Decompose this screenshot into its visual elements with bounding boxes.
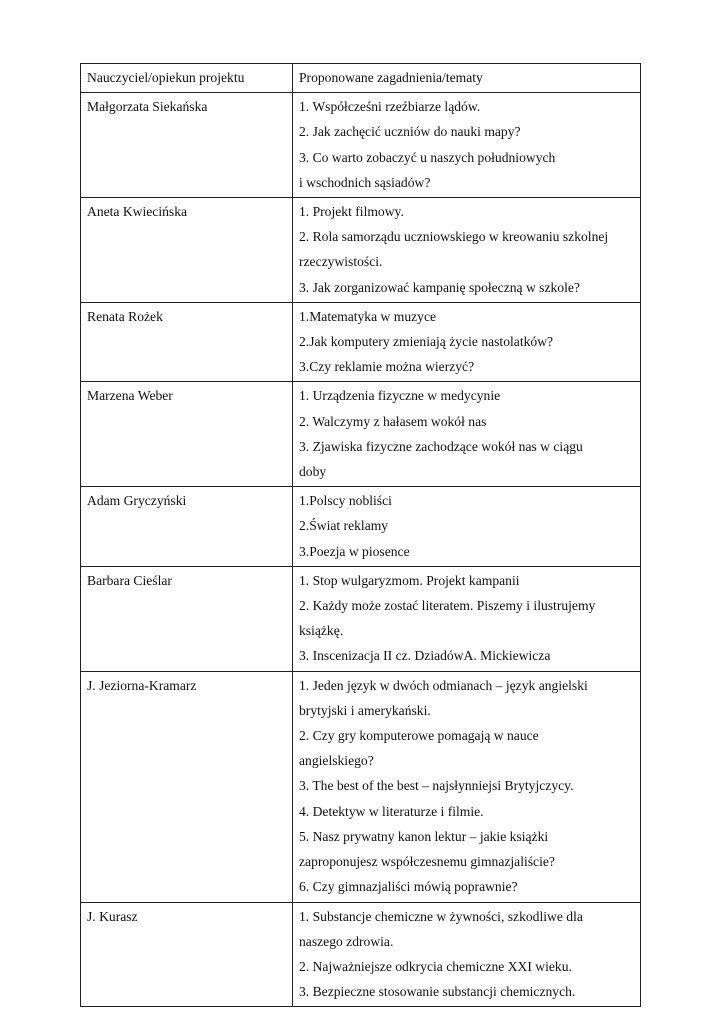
table-row (81, 302, 641, 382)
topics-cell (293, 566, 641, 671)
topic-line: naszego zdrowia. (299, 933, 394, 949)
topic-line: 2. Najważniejsze odkrycia chemiczne XXI wieku. (299, 958, 572, 974)
table-row (81, 671, 641, 902)
topics-cell (293, 93, 641, 198)
topic-line: 1. Substancje chemiczne w żywności, szkodliwe dla (299, 908, 583, 924)
table-header-row (81, 64, 641, 93)
topic-line: 5. Nasz prywatny kanon lektur – jakie książki (299, 828, 549, 844)
topics-cell (293, 198, 641, 303)
topic-line: 1. Współcześni rzeźbiarze lądów. (299, 99, 481, 115)
topic-line: 1. Jeden język w dwóch odmianach – język angielski (299, 677, 588, 693)
teacher-name: Barbara Cieślar (81, 566, 293, 671)
topic-line: 3. Bezpieczne stosowanie substancji chemicznych. (299, 984, 576, 1000)
topic-line: i wschodnich sąsiadów? (299, 174, 431, 190)
table-row (81, 566, 641, 671)
teacher-name: J. Jeziorna-Kramarz (81, 671, 293, 902)
topic-line: 6. Czy gimnazjaliści mówią poprawnie? (299, 879, 518, 895)
topic-line: 1. Projekt filmowy. (299, 204, 404, 220)
topic-line: 1.Matematyka w muzyce (299, 308, 437, 324)
table-row (81, 93, 641, 198)
topic-line: 3. Zjawiska fizyczne zachodzące wokół nas w ciągu (299, 438, 583, 454)
teacher-name: J. Kurasz (81, 902, 293, 1007)
topics-cell (293, 302, 641, 382)
topic-line: rzeczywistości. (299, 254, 383, 270)
topic-line: zaproponujesz współczesnemu gimnazjaliście? (299, 854, 555, 870)
table-row (81, 198, 641, 303)
topic-line: 3.Poezja w piosence (299, 543, 410, 559)
topic-line: 2. Czy gry komputerowe pomagają w nauce (299, 728, 539, 744)
topic-line: książkę. (299, 623, 344, 639)
topic-line: 3. Co warto zobaczyć u naszych południowych (299, 149, 556, 165)
topic-line: 2.Świat reklamy (299, 518, 389, 534)
topic-line: 2. Rola samorządu uczniowskiego w kreowaniu szkolnej (299, 229, 609, 245)
teacher-name: Aneta Kwiecińska (81, 198, 293, 303)
topics-cell (293, 671, 641, 902)
topics-cell (293, 382, 641, 487)
topic-line: 3. Inscenizacja II cz. DziadówA. Mickiewicza (299, 648, 551, 664)
topic-line: 4. Detektyw w literaturze i filmie. (299, 803, 484, 819)
table-row (81, 902, 641, 1007)
topic-line: 1. Stop wulgaryzmom. Projekt kampanii (299, 572, 520, 588)
table-body (81, 93, 641, 1007)
topic-line: 2. Walczymy z hałasem wokół nas (299, 413, 487, 429)
topic-line: 1.Polscy nobliści (299, 493, 392, 509)
header-topics: Proponowane zagadnienia/tematy (293, 64, 641, 93)
topics-cell (293, 487, 641, 567)
teacher-name: Marzena Weber (81, 382, 293, 487)
teacher-name: Małgorzata Siekańska (81, 93, 293, 198)
teacher-name: Renata Rożek (81, 302, 293, 382)
topic-line: 2. Każdy może zostać literatem. Piszemy i ilustrujemy (299, 598, 596, 614)
header-teacher: Nauczyciel/opiekun projektu (81, 64, 293, 93)
topic-line: 2.Jak komputery zmieniają życie nastolatków? (299, 334, 554, 350)
table-row (81, 487, 641, 567)
topic-line: brytyjski i amerykański. (299, 702, 431, 718)
topic-line: angielskiego? (299, 753, 374, 769)
projects-table (80, 63, 641, 1007)
topic-line: 2. Jak zachęcić uczniów do nauki mapy? (299, 124, 521, 140)
topics-cell (293, 902, 641, 1007)
topic-line: 3.Czy reklamie można wierzyć? (299, 359, 475, 375)
topic-line: doby (299, 464, 327, 480)
topic-line: 1. Urządzenia fizyczne w medycynie (299, 388, 501, 404)
topic-line: 3. The best of the best – najsłynniejsi Brytyjczycy. (299, 778, 574, 794)
topic-line: 3. Jak zorganizować kampanię społeczną w szkole? (299, 279, 580, 295)
table-row (81, 382, 641, 487)
teacher-name: Adam Gryczyński (81, 487, 293, 567)
